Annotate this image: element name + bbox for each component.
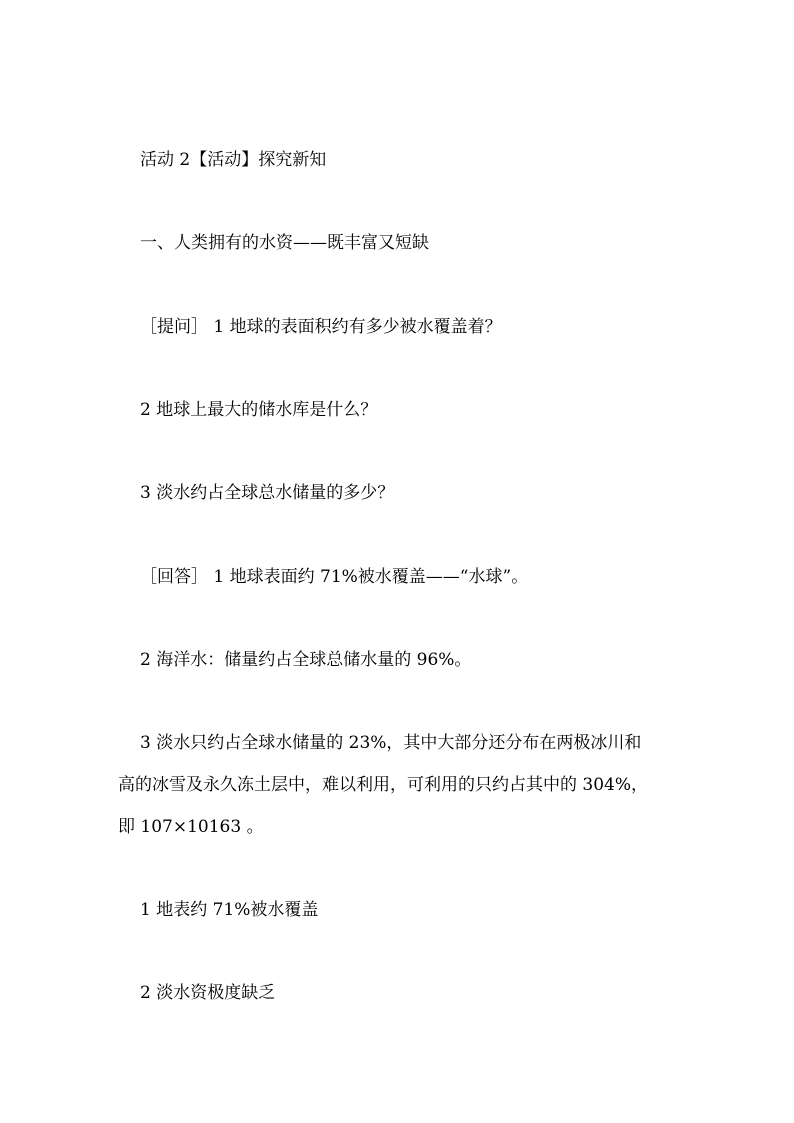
answer-3-line-2: 高的冰雪及永久冻土层中，难以利用，可利用的只约占其中的 304%， (118, 775, 649, 795)
section-heading: 一、人类拥有的水资——既丰富又短缺 (140, 233, 429, 253)
summary-1: 1 地表约 71%被水覆盖 (140, 900, 319, 920)
answer-2: 2 海洋水：储量约占全球总储水量的 96%。 (140, 650, 472, 670)
answer-3-line-1: 3 淡水只约占全球水储量的 23%，其中大部分还分布在两极冰川和 (140, 733, 642, 753)
question-2: 2 地球上最大的储水库是什么？ (140, 400, 378, 420)
question-3: 3 淡水约占全球总水储量的多少？ (140, 483, 395, 503)
summary-2: 2 淡水资极度缺乏 (140, 983, 276, 1003)
answer-1: ［回答］ 1 地球表面约 71%被水覆盖——“水球”。 (140, 567, 529, 587)
question-1: ［提问］ 1 地球的表面积约有多少被水覆盖着？ (140, 317, 502, 337)
answer-3-line-3: 即 107×10163 。 (118, 817, 264, 837)
activity-heading: 活动 2【活动】探究新知 (140, 150, 327, 170)
